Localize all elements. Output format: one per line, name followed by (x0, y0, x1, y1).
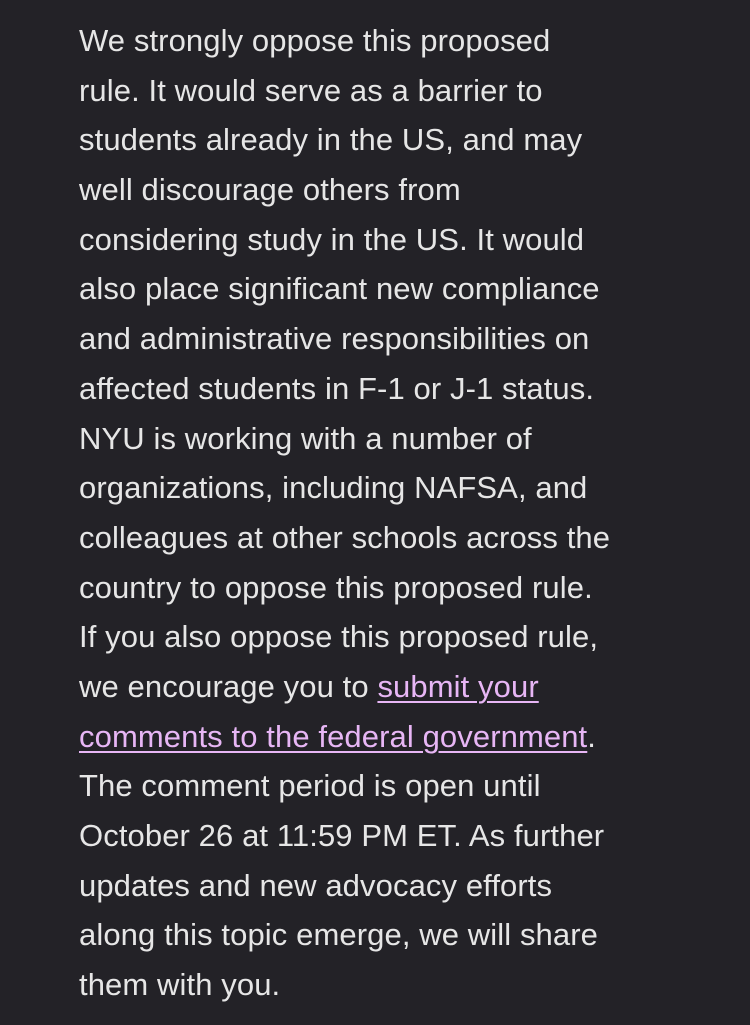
link-line-suffix: . (587, 718, 596, 754)
message-line: rule. It would serve as a barrier to (79, 72, 543, 108)
submit-comments-link-continued[interactable]: comments to the federal government (79, 718, 588, 754)
message-line: October 26 at 11:59 PM ET. As further (79, 818, 605, 853)
message-line-with-link (79, 662, 739, 712)
message-line: and administrative responsibilities on (79, 321, 590, 357)
message-line: also place significant new compliance (79, 271, 600, 307)
message-line: We strongly oppose this proposed (79, 23, 551, 58)
message-line: colleagues at other schools across the (79, 519, 611, 555)
message-line: considering study in the US. It would (79, 221, 585, 257)
message-line: along this topic emerge, we will share (79, 917, 598, 953)
message-line-with-link (79, 712, 739, 762)
message-line: organizations, including NAFSA, and (79, 470, 588, 506)
message-line: students already in the US, and may (79, 122, 583, 158)
message-line: affected students in F-1 or J-1 status. (79, 370, 595, 406)
message-body (79, 16, 739, 1010)
message-line: The comment period is open until (79, 768, 541, 804)
message-line: NYU is working with a number of (79, 420, 532, 456)
link-line-prefix: we encourage you to (79, 668, 378, 704)
message-line: them with you. (79, 967, 281, 1003)
submit-comments-link[interactable]: submit your (377, 668, 539, 704)
message-line: If you also oppose this proposed rule, (79, 619, 599, 655)
message-line: country to oppose this proposed rule. (79, 569, 593, 605)
message-line: well discourage others from (79, 172, 461, 208)
message-line: updates and new advocacy efforts (79, 867, 553, 903)
